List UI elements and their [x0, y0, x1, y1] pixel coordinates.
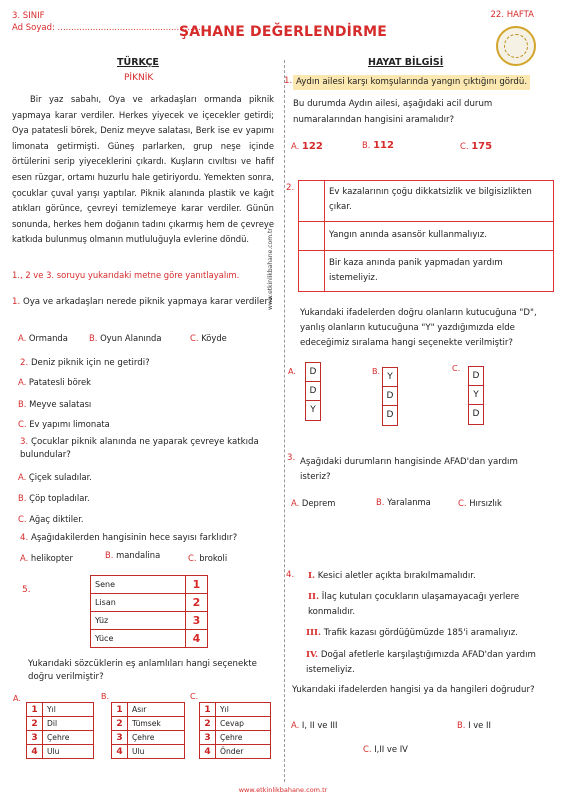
column-divider [284, 60, 285, 782]
turkce-q5-num: 5. [22, 585, 31, 595]
statement-3: Bir kaza anında panik yapmadan yardım istemeliyiz. [329, 258, 503, 283]
hayat-q2-opt-b-label[interactable]: B. [372, 367, 381, 376]
table-row: Sene 1 [91, 576, 208, 594]
hayat-q3-opt-c[interactable]: C. Hırsızlık [458, 498, 502, 508]
turkce-q1-opt-b[interactable]: B. Oyun Alanında [89, 333, 162, 343]
hayat-q2-opt-c-label[interactable]: C. [452, 364, 461, 373]
turkce-q4-opt-b[interactable]: B. mandalina [105, 550, 161, 560]
turkce-q2-opt-c[interactable]: C. Ev yapımı limonata [18, 419, 110, 429]
hayat-q1-num: 1. [284, 76, 293, 86]
turkce-q3-opt-b[interactable]: B. Çöp topladılar. [18, 493, 90, 503]
turkce-q3-opt-a[interactable]: A. Çiçek suladılar. [18, 472, 92, 482]
turkce-q4-opt-c[interactable]: C. brokoli [188, 553, 228, 563]
q5-opt-a-table[interactable]: 1 Yıl 2 Dil 3 Çehre 4 Ulu [26, 702, 94, 759]
hayat-q1-highlight: Aydın ailesi karşı komşularında yangın çıktığını gördü. [293, 75, 530, 90]
turkce-q4-opt-a[interactable]: A. helikopter [20, 553, 73, 563]
hayat-q1-opt-b[interactable]: B. 112 [362, 140, 394, 151]
hayat-q3-opt-a[interactable]: A. Deprem [291, 498, 336, 508]
hayat-q1-opt-c[interactable]: C. 175 [460, 141, 493, 152]
hayat-q3-num: 3. [287, 453, 296, 463]
hayat-q4-opt-c[interactable]: C. I,II ve IV [363, 744, 408, 754]
hayat-q1-opt-a[interactable]: A. 122 [291, 141, 323, 152]
turkce-q1-opt-a[interactable]: A. Ormanda [18, 333, 68, 343]
hayat-q2-opt-b[interactable]: Y D D [382, 367, 398, 426]
hayat-q2-opt-a[interactable]: D D Y [305, 362, 321, 421]
passage-text: Bir yaz sabahı, Oya ve arkadaşları ormanda piknik yapmaya karar verdiler. Herkes yiyecek ve içecekler getirdi; Oya patatesli börek, Deniz meyve salatası, Berk ise ev yapımı limonata getirmişti. Güneş parlarken, grup neşe içinde örtülerini serip yiyeceklerini çıkardı. Kuşların cıvıltısı ve hafif esen rüzgar, ortamı huzurlu hale getiriyordu. Yemekten sonra, çocuklar çuval yarışı yaptılar. Piknik alanında plastik ve kağıt atıkları görünce, çevreyi temizlemeye karar verdiler. Günün sonunda, herkes hem doğanın tadını çıkarmış hem de çevreye katkıda bulunmuş olmanın mutluluğuyla evlerine döndü. [12, 94, 274, 245]
turkce-q5-text: Yukarıdaki sözcüklerin eş anlamlıları hangi seçenekte doğru verilmiştir? [28, 659, 257, 682]
story-title: PİKNİK [124, 73, 154, 83]
name-label: Ad Soyad: ...................................................... [12, 23, 204, 33]
turkce-q1-opt-c[interactable]: C. Köyde [190, 333, 227, 343]
hayat-q4-opt-b[interactable]: B. I ve II [457, 720, 491, 730]
turkce-q4: 4. Aşağıdakilerden hangisinin hece sayısı farklıdır? [20, 533, 238, 543]
q5-opt-b-label[interactable]: B. [101, 692, 110, 701]
footer-site: www.etkinlikbahane.com.tr [238, 786, 328, 794]
turkce-q2-opt-a[interactable]: A. Patatesli börek [18, 377, 91, 387]
hayat-q4-item-3: III. Trafik kazası gördüğümüzde 185'i aramalıyız. [306, 628, 518, 638]
hayat-q4-item-4: IV. Doğal afetlerle karşılaştığımızda AFAD'dan yardım istemeliyiz. [306, 650, 536, 675]
hayat-q2-num: 2. [286, 183, 295, 193]
page-title: ŞAHANE DEĞERLENDİRME [179, 24, 387, 40]
hayat-q4-item-1: I. Kesici aletler açıkta bırakılmamalıdır. [308, 571, 476, 581]
hayat-title: HAYAT BİLGİSİ [368, 57, 444, 68]
turkce-q3-opt-c[interactable]: C. Ağaç diktiler. [18, 514, 84, 524]
hayat-q3-text: Aşağıdaki durumların hangisinde AFAD'dan yardım isteriz? [300, 457, 518, 482]
hayat-q2-opt-a-label[interactable]: A. [288, 367, 296, 376]
q5-opt-a-label[interactable]: A. [13, 694, 21, 703]
turkce-q2-opt-b[interactable]: B. Meyve salatası [18, 399, 92, 409]
turkce-q3: 3. Çocuklar piknik alanında ne yaparak çevreye katkıda bulundular? [20, 437, 259, 460]
statement-table [298, 180, 554, 292]
hayat-q4-num: 4. [286, 570, 295, 580]
table-row: Yüz 3 [91, 612, 208, 630]
hayat-q4-opt-a[interactable]: A. I, II ve III [291, 720, 338, 730]
grade-label: 3. SINIF [12, 11, 45, 21]
turkce-q1: 1. Oya ve arkadaşları nerede piknik yapmaya karar verdiler? [12, 297, 273, 307]
hayat-q2-opt-c[interactable]: D Y D [468, 366, 484, 425]
hayat-q3-opt-b[interactable]: B. Yaralanma [376, 497, 431, 507]
statement-1: Ev kazalarının çoğu dikkatsizlik ve bilgisizlikten çıkar. [329, 187, 532, 212]
table-row: Yüce 4 [91, 630, 208, 648]
badge-logo-icon [496, 26, 536, 66]
q5-opt-c-table[interactable]: 1 Yıl 2 Cevap 3 Çehre 4 Önder [199, 702, 271, 759]
hayat-q2-text: Yukarıdaki ifadelerden doğru olanların kutucuğuna "D", yanlış olanların kutucuğuna "Y" yazdığımızda elde edeceğimiz sıralama hangi seçenekte verilmiştir? [300, 308, 537, 348]
table-row: Lisan 2 [91, 594, 208, 612]
q5-opt-b-table[interactable]: 1 Asır 2 Tümsek 3 Çehre 4 Ulu [111, 702, 185, 759]
week-label: 22. HAFTA [490, 10, 534, 20]
hayat-q1-text: Bu durumda Aydın ailesi, aşağıdaki acil durum numaralarından hangisini aramalıdır? [293, 99, 493, 125]
turkce-title: TÜRKÇE [117, 57, 159, 68]
statement-2: Yangın anında asansör kullanmalıyız. [329, 230, 488, 240]
instruction-text: 1., 2 ve 3. soruyu yukarıdaki metne göre yanıtlayalım. [12, 270, 240, 280]
hayat-q4-text: Yukarıdaki ifadelerden hangisi ya da hangileri doğrudur? [292, 685, 535, 695]
hayat-q4-item-2: II. İlaç kutuları çocukların ulaşamayacağı yerlere konmalıdır. [308, 592, 520, 617]
q5-opt-c-label[interactable]: C. [190, 692, 199, 701]
turkce-q2: 2. Deniz piknik için ne getirdi? [20, 358, 150, 368]
word-table [90, 575, 208, 648]
vertical-site-text: www.etkinlikbahane.com.tr [267, 228, 274, 310]
